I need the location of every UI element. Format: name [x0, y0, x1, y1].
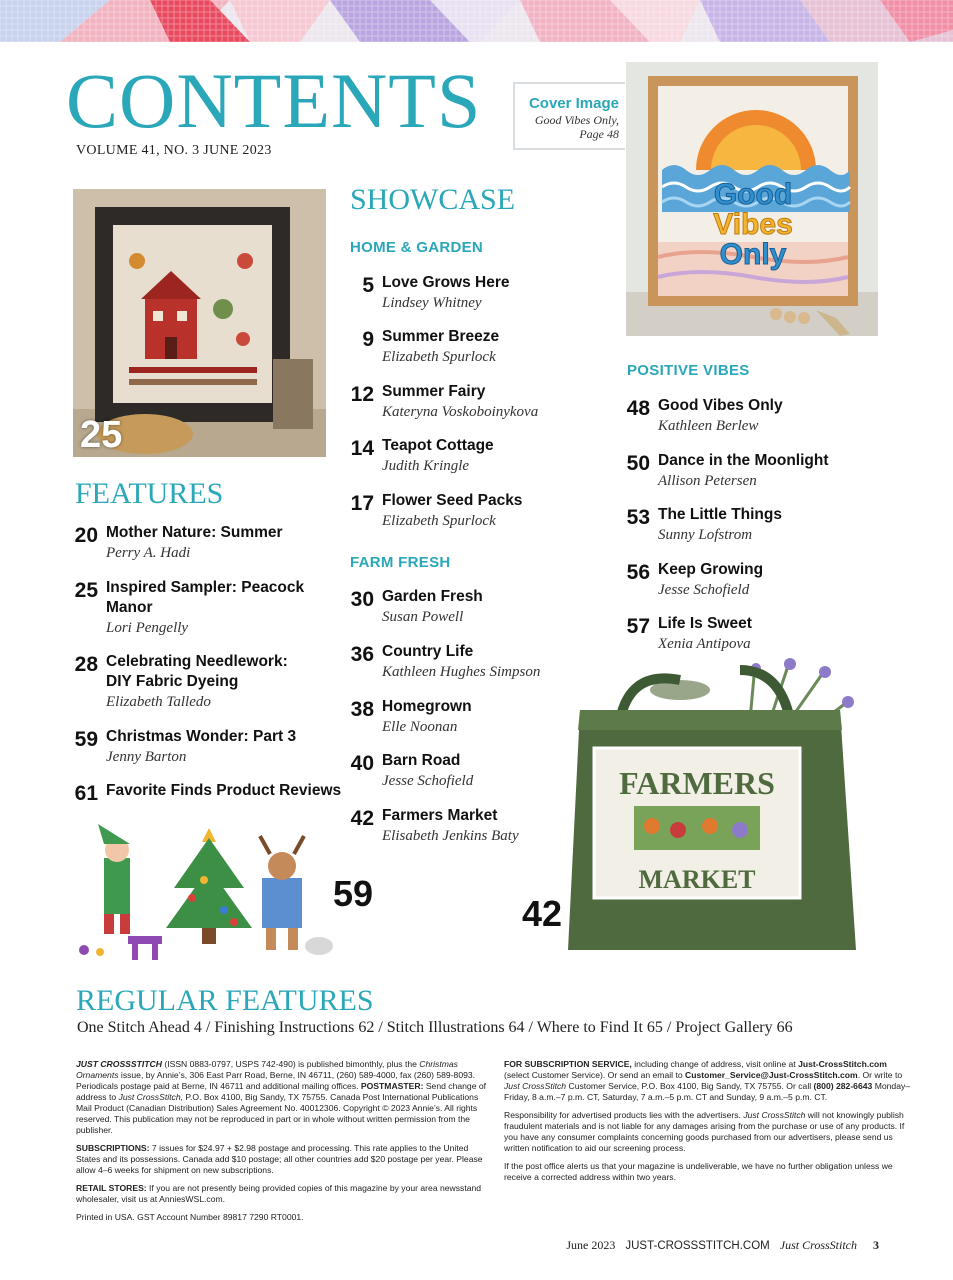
entry-author: Kateryna Voskoboinykova [382, 404, 539, 420]
entry-author: Elizabeth Spurlock [382, 349, 496, 365]
entry-page-number: 5 [362, 274, 374, 297]
feature-entry[interactable] [68, 523, 283, 563]
showcase-heading: SHOWCASE [350, 183, 516, 216]
feature-entry[interactable] [68, 727, 296, 767]
subscriptions-statement: SUBSCRIPTIONS: 7 issues for $24.97 + $2.98 postage and processing. This rate applies to the United States and its possessions. Canada add $10 postage; all other countries add $20 postage per year. Please allow 4–6 weeks for shipment on new subscriptions. [76, 1143, 483, 1175]
fine-print-left [76, 1059, 494, 1230]
retail-stores-statement: RETAIL STORES: If you are not presently being provided copies of this magazine by your area newsstand wholesaler, visit us at AnniesWSL.com. [76, 1183, 482, 1204]
cover-art-text: Good [713, 178, 793, 211]
entry-title: Farmers Market [382, 807, 498, 824]
showcase-entry[interactable] [344, 806, 519, 846]
entry-page-number: 50 [626, 452, 650, 475]
entry-page-number: 25 [74, 579, 98, 602]
cover-art-text: Only [719, 238, 787, 271]
advertiser-statement: Responsibility for advertised products lies with the advertisers. Just CrossStitch will not knowingly publish fraudulent materials and is not liable for any damages arising from the purchase or use of any products. If you have any consumer complaints concerning goods purchased from our advertisers, please send us written notification to aid our screening process. [504, 1110, 905, 1153]
cover-image-callout [513, 82, 625, 150]
entry-page-number: 48 [626, 397, 650, 420]
entry-author: Judith Kringle [382, 458, 470, 474]
entry-title: Mother Nature: Summer [106, 524, 283, 541]
entry-author: Lindsey Whitney [382, 295, 482, 311]
entry-title: Summer Breeze [382, 328, 500, 345]
entry-title: Life Is Sweet [658, 615, 752, 632]
features-heading: FEATURES [75, 477, 224, 510]
christmas-illustration [74, 818, 336, 962]
cover-art-text: Vibes [713, 208, 793, 241]
page-footer [566, 1238, 879, 1253]
entry-page-number: 57 [626, 615, 650, 638]
cover-image-label: Cover Image [528, 95, 619, 112]
christmas-page-number: 59 [333, 873, 374, 914]
showcase-entry[interactable] [344, 436, 494, 476]
regular-features-list: One Stitch Ahead 4 / Finishing Instructions 62 / Stitch Illustrations 64 / Where to Find It 65 / Project Gallery 66 [77, 1019, 793, 1036]
farmers-page-number: 42 [522, 893, 563, 934]
entry-page-number: 12 [350, 383, 374, 406]
feature-entry[interactable] [68, 652, 288, 712]
entry-title: Favorite Finds Product Reviews [106, 782, 342, 799]
showcase-entry[interactable] [620, 505, 782, 545]
entry-title: Summer Fairy [382, 383, 486, 400]
entry-title: Dance in the Moonlight [658, 452, 829, 469]
showcase-entry[interactable] [344, 697, 472, 737]
showcase-entry[interactable] [344, 642, 540, 682]
entry-author: Jesse Schofield [382, 773, 474, 789]
showcase-entry[interactable] [620, 614, 752, 654]
showcase-entry[interactable] [344, 382, 538, 422]
entry-page-number: 42 [350, 807, 374, 830]
entry-page-number: 40 [350, 752, 374, 775]
entry-title-continued: Manor [106, 599, 153, 616]
positive-vibes-heading: POSITIVE VIBES [627, 362, 750, 379]
entry-page-number: 56 [626, 561, 650, 584]
entry-title: Homegrown [382, 698, 472, 715]
footer-magazine: Just CrossStitch [779, 1238, 857, 1252]
entry-title: Celebrating Needlework: [106, 653, 288, 670]
entry-author: Jesse Schofield [658, 582, 750, 598]
entry-page-number: 9 [362, 328, 374, 351]
bag-text: MARKET [638, 865, 756, 894]
publication-statement: JUST CROSSSTITCH (ISSN 0883-0797, USPS 742-490) is published bimonthly, plus the Christmas Ornaments issue, by Annie’s, 306 East Parr Road, Berne, IN 46711, (260) 589-4000, fax (260) 589-8093. Periodicals postage paid at Berne, IN 46711 and additional mailing offices. POSTMASTER: Send change of address to Just CrossStitch, P.O. Box 4100, Big Sandy, TX 75755. Canada Post International Publications Mail Product (Canadian Distribution) Sales Agreement No. 40012306. Copyright © 2023 Annie’s. All rights reserved. This publication may not be reproduced in part or in whole without written permission from the publisher. [76, 1059, 487, 1135]
entry-page-number: 59 [74, 728, 98, 751]
bag-text: FARMERS [619, 765, 775, 801]
printed-statement: Printed in USA. GST Account Number 89817 7290 RT0001. [76, 1212, 304, 1222]
showcase-entry[interactable] [344, 491, 522, 531]
cover-image-reference [535, 113, 619, 141]
footer-website: JUST-CROSSSTITCH.COM [625, 1240, 770, 1252]
entry-title: Christmas Wonder: Part 3 [106, 728, 297, 745]
entry-title: Teapot Cottage [382, 437, 494, 454]
post-office-statement: If the post office alerts us that your magazine is undeliverable, we have no further obligation unless we receive a corrected address within two years. [504, 1161, 893, 1182]
showcase-entry[interactable] [344, 327, 499, 367]
entry-page-number: 61 [74, 782, 98, 805]
entry-title: Keep Growing [658, 561, 764, 578]
page-title: CONTENTS [66, 57, 482, 144]
entry-title: Love Grows Here [382, 274, 510, 291]
entry-author: Lori Pengelly [106, 620, 189, 636]
entry-page-number: 28 [74, 653, 98, 676]
showcase-entry[interactable] [620, 560, 763, 600]
feature-entry[interactable] [68, 781, 341, 805]
cover-ref-page: Page 48 [579, 127, 619, 141]
subscription-service-statement: FOR SUBSCRIPTION SERVICE, including change of address, visit online at Just-CrossStitch.com (select Customer Service). Or send an email to Customer_Service@Just-CrossStitch.com. Or write to Just CrossStitch Customer Service, P.O. Box 4100, Big Sandy, TX 75755. Or call (800) 282-6643 Monday–Friday, 8 a.m.–7 p.m. CT, Saturday, 7 a.m.–5 p.m. CT and Sunday, 9 a.m.–5 p.m. CT. [504, 1059, 911, 1102]
volume-info: VOLUME 41, NO. 3 JUNE 2023 [76, 143, 272, 158]
entry-title: Good Vibes Only [658, 397, 783, 414]
entry-title: Flower Seed Packs [382, 492, 523, 509]
entry-author: Elisabeth Jenkins Baty [382, 828, 519, 844]
showcase-entry[interactable] [344, 273, 510, 313]
entry-title-continued: DIY Fabric Dyeing [106, 673, 239, 690]
top-stitch-band [0, 0, 953, 42]
entry-title: Country Life [382, 643, 474, 660]
footer-page-number: 3 [873, 1238, 879, 1252]
sampler-page-number: 25 [80, 414, 123, 456]
entry-author: Elle Noonan [382, 719, 458, 735]
entry-author: Allison Petersen [658, 473, 757, 489]
showcase-entry[interactable] [344, 587, 483, 627]
entry-page-number: 30 [350, 588, 374, 611]
entry-page-number: 53 [626, 506, 650, 529]
entry-title: Garden Fresh [382, 588, 483, 605]
entry-author: Kathleen Hughes Simpson [382, 664, 541, 680]
entry-page-number: 20 [74, 524, 98, 547]
showcase-entry[interactable] [620, 396, 783, 436]
entry-title: The Little Things [658, 506, 782, 523]
entry-page-number: 14 [350, 437, 374, 460]
entry-title: Inspired Sampler: Peacock [106, 579, 305, 596]
showcase-entry[interactable] [344, 751, 473, 791]
entry-title: Barn Road [382, 752, 461, 769]
entry-author: Susan Powell [382, 609, 464, 625]
fine-print-right [504, 1059, 914, 1190]
entry-page-number: 36 [350, 643, 374, 666]
farm-fresh-heading: FARM FRESH [350, 554, 451, 571]
farmers-market-tote-photo [560, 650, 870, 962]
cover-photo-good-vibes [626, 62, 878, 336]
entry-author: Xenia Antipova [658, 636, 751, 652]
home-garden-heading: HOME & GARDEN [350, 239, 484, 256]
entry-author: Sunny Lofstrom [658, 527, 753, 543]
entry-page-number: 38 [350, 698, 374, 721]
entry-author: Elizabeth Talledo [106, 694, 211, 710]
cover-ref-line: Good Vibes Only, [534, 113, 619, 127]
feature-entry[interactable] [68, 578, 304, 638]
entry-author: Perry A. Hadi [106, 545, 191, 561]
entry-author: Elizabeth Spurlock [382, 513, 496, 529]
entry-author: Jenny Barton [106, 749, 187, 765]
entry-page-number: 17 [350, 492, 374, 515]
entry-author: Kathleen Berlew [658, 418, 759, 434]
showcase-entry[interactable] [620, 451, 829, 491]
regular-features-heading: REGULAR FEATURES [76, 984, 374, 1017]
footer-date: June 2023 [566, 1238, 616, 1252]
